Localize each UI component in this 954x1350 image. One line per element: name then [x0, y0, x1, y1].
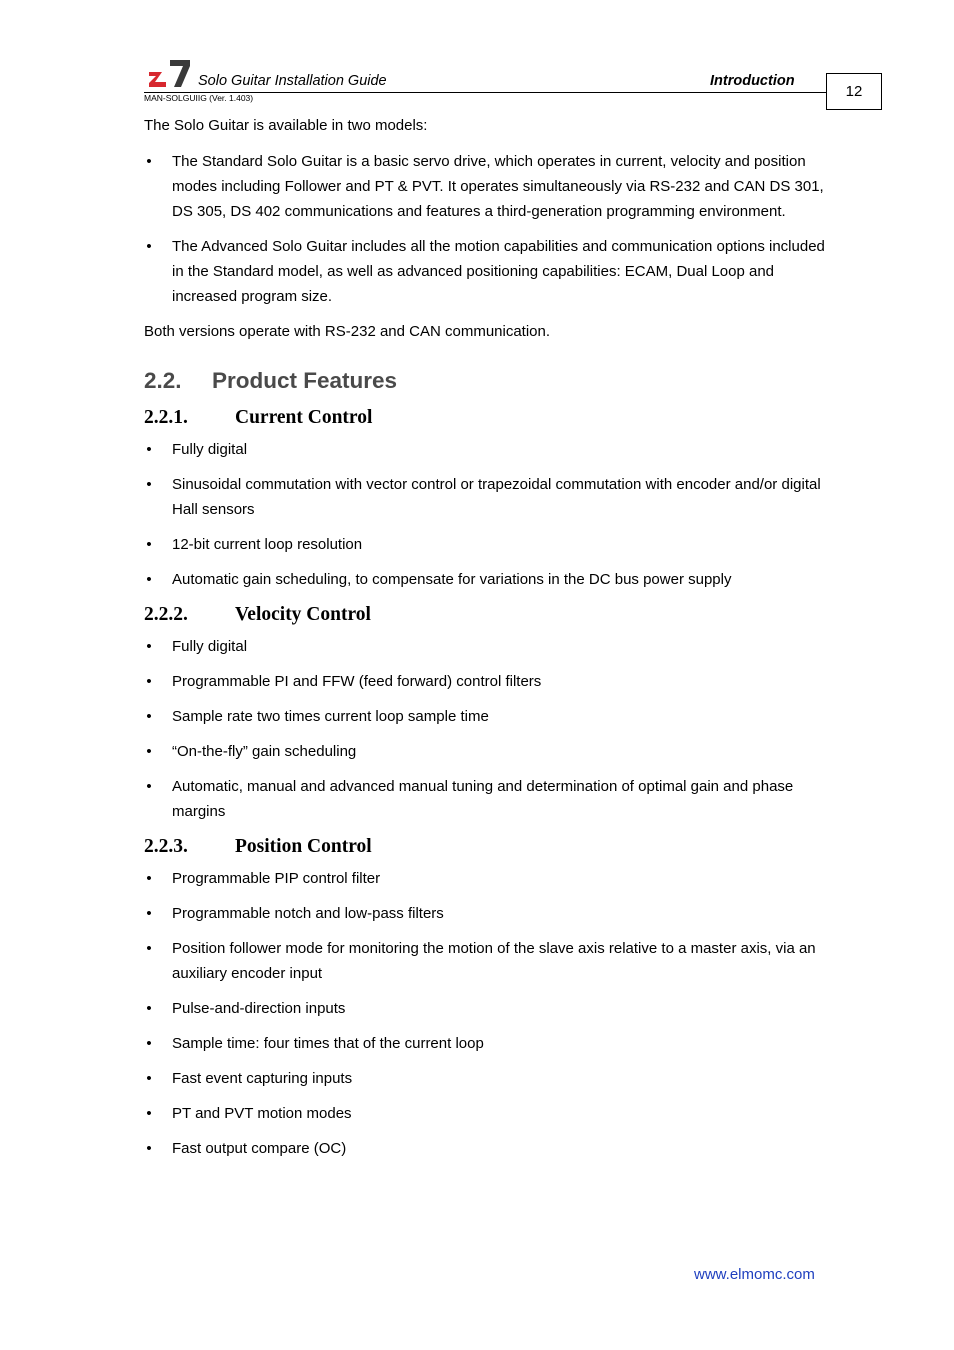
- bullet-icon: •: [146, 238, 152, 255]
- bullet-icon: •: [146, 1035, 152, 1052]
- list-item: • The Standard Solo Guitar is a basic servo drive, which operates in current, velocity and position modes including Follower and PT & PVT. It operates simultaneously via RS-232 and CAN DS 301, DS 305, DS 402 communications and features a third-generation programming environment.: [144, 149, 834, 224]
- bullet-icon: •: [146, 1070, 152, 1087]
- page-content: [144, 113, 834, 1171]
- list-item: • Fully digital: [144, 634, 834, 659]
- bullet-icon: •: [146, 1000, 152, 1017]
- list-item: • Programmable notch and low-pass filters: [144, 901, 834, 926]
- list-item: • Fast output compare (OC): [144, 1136, 834, 1161]
- website-link[interactable]: www.elmomc.com: [694, 1266, 815, 1283]
- bullet-icon: •: [146, 1140, 152, 1157]
- bullet-icon: •: [146, 441, 152, 458]
- closing-paragraph: Both versions operate with RS-232 and CAN communication.: [144, 323, 551, 340]
- list-item: • Pulse-and-direction inputs: [144, 996, 834, 1021]
- bullet-icon: •: [146, 870, 152, 887]
- bullet-icon: •: [146, 743, 152, 760]
- velocity-control-list: [144, 634, 834, 824]
- models-list: [144, 149, 834, 309]
- subsection-heading-velocity-control: 2.2.2. Velocity Control: [144, 604, 371, 625]
- list-item: • 12-bit current loop resolution: [144, 532, 834, 557]
- list-item: • Automatic, manual and advanced manual tuning and determination of optimal gain and phase margins: [144, 774, 834, 824]
- list-item: • PT and PVT motion modes: [144, 1101, 834, 1126]
- list-item: • “On-the-fly” gain scheduling: [144, 739, 834, 764]
- chapter-name: Introduction: [710, 73, 795, 89]
- bullet-icon: •: [146, 778, 152, 795]
- list-item: • Sample rate two times current loop sample time: [144, 704, 834, 729]
- list-item: • Fully digital: [144, 437, 834, 462]
- bullet-icon: •: [146, 536, 152, 553]
- list-item: • Sample time: four times that of the current loop: [144, 1031, 834, 1056]
- bullet-icon: •: [146, 153, 152, 170]
- bullet-icon: •: [146, 673, 152, 690]
- list-item: • Programmable PI and FFW (feed forward) control filters: [144, 669, 834, 694]
- list-item: • Automatic gain scheduling, to compensate for variations in the DC bus power supply: [144, 567, 834, 592]
- subsection-heading-current-control: 2.2.1. Current Control: [144, 407, 373, 428]
- list-item: • Position follower mode for monitoring the motion of the slave axis relative to a master axis, via an auxiliary encoder input: [144, 936, 834, 986]
- intro-paragraph: The Solo Guitar is available in two models:: [144, 117, 428, 134]
- bullet-icon: •: [146, 708, 152, 725]
- bullet-icon: •: [146, 638, 152, 655]
- bullet-icon: •: [146, 940, 152, 957]
- bullet-icon: •: [146, 905, 152, 922]
- bullet-icon: •: [146, 1105, 152, 1122]
- list-item: • The Advanced Solo Guitar includes all the motion capabilities and communication options included in the Standard model, as well as advanced positioning capabilities: ECAM, Dual Loop and increased program size.: [144, 234, 834, 309]
- bullet-icon: •: [146, 571, 152, 588]
- document-code: MAN-SOLGUIIG (Ver. 1.403): [144, 93, 254, 103]
- list-item: • Programmable PIP control filter: [144, 866, 834, 891]
- list-item: • Fast event capturing inputs: [144, 1066, 834, 1091]
- current-control-list: [144, 437, 834, 592]
- subsection-heading-position-control: 2.2.3. Position Control: [144, 836, 372, 857]
- document-title: Solo Guitar Installation Guide: [198, 73, 387, 89]
- page-header: [144, 56, 882, 110]
- section-heading: 2.2. Product Features: [144, 368, 398, 393]
- list-item: • Sinusoidal commutation with vector control or trapezoidal commutation with encoder and/or digital Hall sensors: [144, 472, 834, 522]
- page-number: 12: [826, 73, 882, 110]
- bullet-icon: •: [146, 476, 152, 493]
- elmo-logo: [148, 58, 190, 88]
- position-control-list: [144, 866, 834, 1161]
